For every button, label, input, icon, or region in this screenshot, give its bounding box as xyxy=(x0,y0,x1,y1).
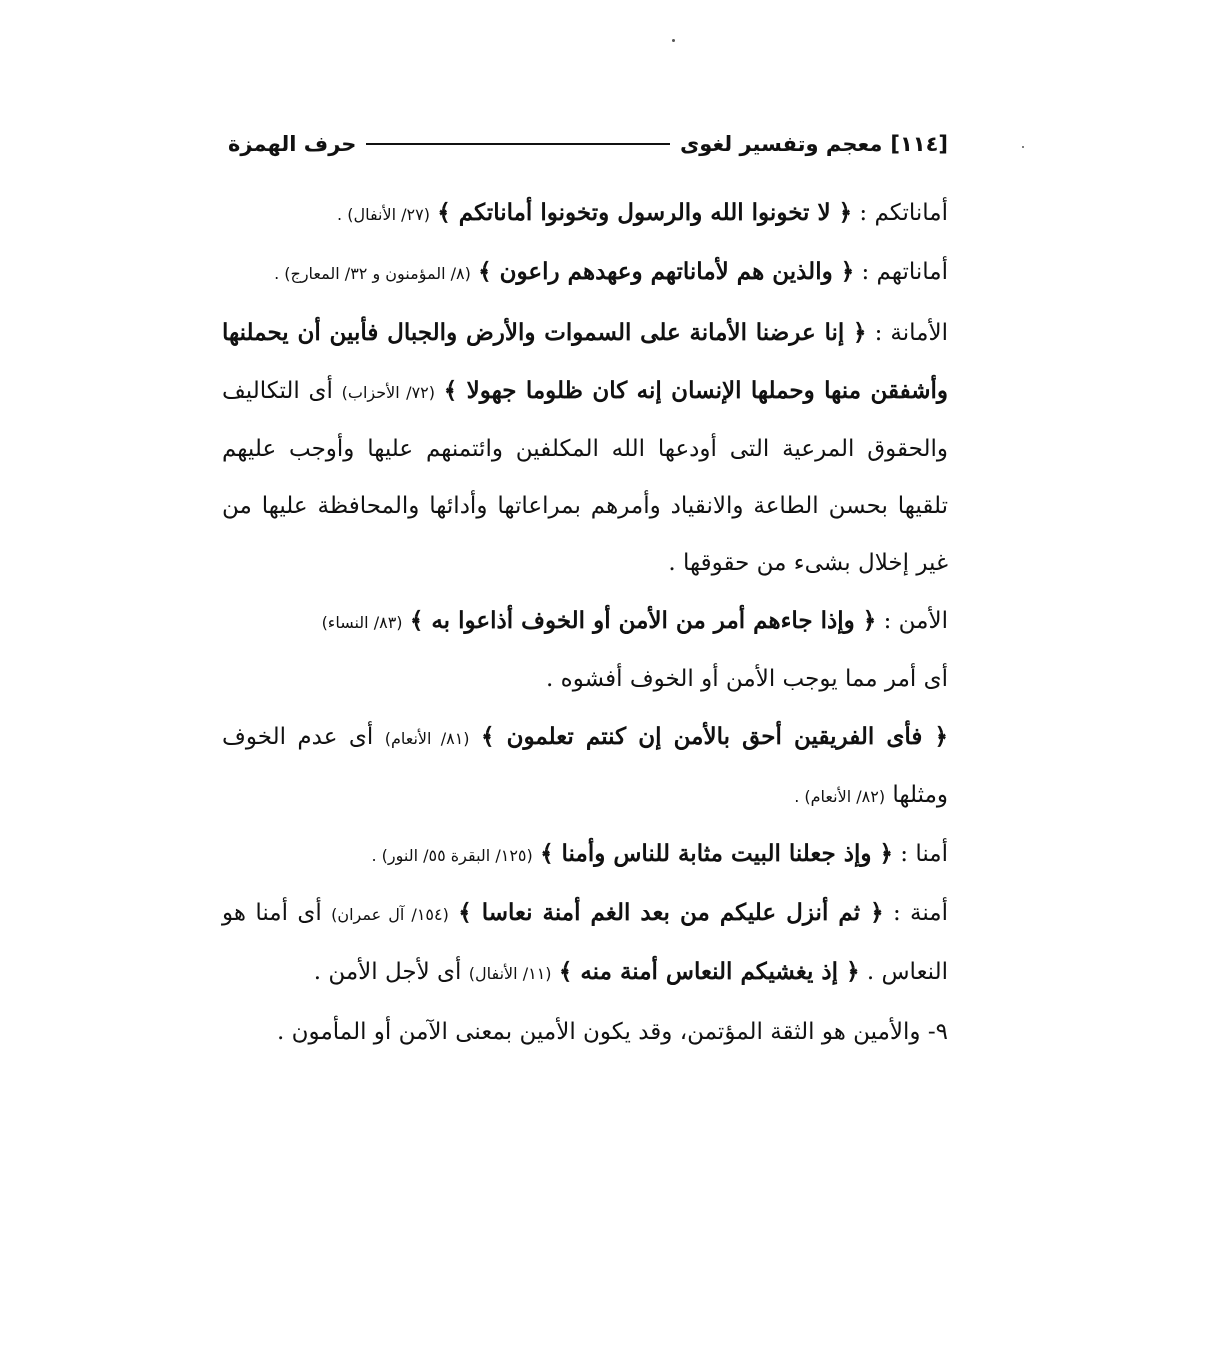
verse-reference: (٢٧/ الأنفال) . xyxy=(337,205,430,224)
entry-explanation: أى أمر مما يوجب الأمن أو الخوف أفشوه . xyxy=(546,666,948,692)
quran-verse: ﴿ وإذا جاءهم أمر من الأمن أو الخوف أذاعوا به ﴾ xyxy=(409,607,877,634)
verse-reference: (٨٣/ النساء) xyxy=(321,613,403,632)
entry-al-amana xyxy=(222,304,948,592)
verse-reference: (٨/ المؤمنون و ٣٢/ المعارج) . xyxy=(274,264,471,283)
closing-paragraph xyxy=(222,1004,948,1061)
quran-verse: ﴿ ثم أنزل عليكم من بعد الغم أمنة نعاسا ﴾ xyxy=(458,899,884,926)
entry-term: أمنة : xyxy=(892,900,949,926)
verse-reference-2: (٨٢/ الأنعام) . xyxy=(794,787,886,806)
paragraph-number: ٩- xyxy=(927,1019,948,1045)
scan-speck xyxy=(1022,146,1024,148)
quran-verse: ﴿ فأى الفريقين أحق بالأمن إن كنتم تعلمون ﴾ xyxy=(481,723,949,750)
entry-term: الأمانة : xyxy=(874,320,948,346)
quran-verse: ﴿ والذين هم لأماناتهم وعهدهم راعون ﴾ xyxy=(478,258,855,285)
scan-speck xyxy=(672,39,675,42)
closing-text: والأمين هو الثقة المؤتمن، وقد يكون الأمين بمعنى الآمن أو المأمون . xyxy=(277,1019,921,1045)
entry-amnan xyxy=(222,825,948,884)
book-title: معجم وتفسير لغوى xyxy=(680,132,883,156)
quran-verse: ﴿ لا تخونوا الله والرسول وتخونوا أماناتكم ﴾ xyxy=(437,199,853,226)
page-body xyxy=(222,184,948,1061)
entry-amanatihim xyxy=(222,243,948,302)
entry-explanation: أى التكاليف والحقوق المرعية التى أودعها الله المكلفين وائتمنهم عليها وأوجب عليهم تلقيها بحسن الطاعة والانقياد وأمرهم بمراعاتها وأدائها والمحافظة عليها من غير إخلال بشىء من حقوقها . xyxy=(222,378,948,576)
header-rule xyxy=(366,143,670,145)
page-number: [١١٤] xyxy=(890,132,948,156)
chapter-title: حرف الهمزة xyxy=(228,132,357,156)
quran-verse: ﴿ وإذ جعلنا البيت مثابة للناس وأمنا ﴾ xyxy=(540,840,893,867)
quran-verse-2: ﴿ إذ يغشيكم النعاس أمنة منه ﴾ xyxy=(558,958,860,985)
entry-amanatikum xyxy=(222,184,948,243)
entry-al-amn-2 xyxy=(222,708,948,825)
entry-term: أمنا : xyxy=(900,841,948,867)
verse-reference: (١٥٤/ آل عمران) xyxy=(331,905,449,924)
verse-reference: (٨١/ الأنعام) xyxy=(384,729,470,748)
entry-al-amn xyxy=(222,592,948,708)
entry-amanatan xyxy=(222,884,948,1002)
verse-reference: (٧٢/ الأحزاب) xyxy=(341,383,435,402)
verse-reference: (١٢٥/ البقرة ٥٥/ النور) . xyxy=(371,846,533,865)
entry-explanation-2: أى لأجل الأمن . xyxy=(313,959,462,985)
entry-term: الأمن : xyxy=(883,608,948,634)
entry-explanation: أى أمنا هو النعاس . xyxy=(222,900,948,985)
quran-verse: ﴿ إنا عرضنا الأمانة على السموات والأرض والجبال فأبين أن يحملنها وأشفقن منها وحملها الإنسان إنه كان ظلوما جهولا ﴾ xyxy=(222,319,948,404)
entry-term: أماناتهم : xyxy=(861,259,948,285)
entry-explanation: أى عدم الخوف ومثلها xyxy=(222,724,948,808)
page-header xyxy=(228,128,948,160)
verse-reference-2: (١١/ الأنفال) xyxy=(468,964,552,983)
entry-term: أماناتكم : xyxy=(859,200,948,226)
